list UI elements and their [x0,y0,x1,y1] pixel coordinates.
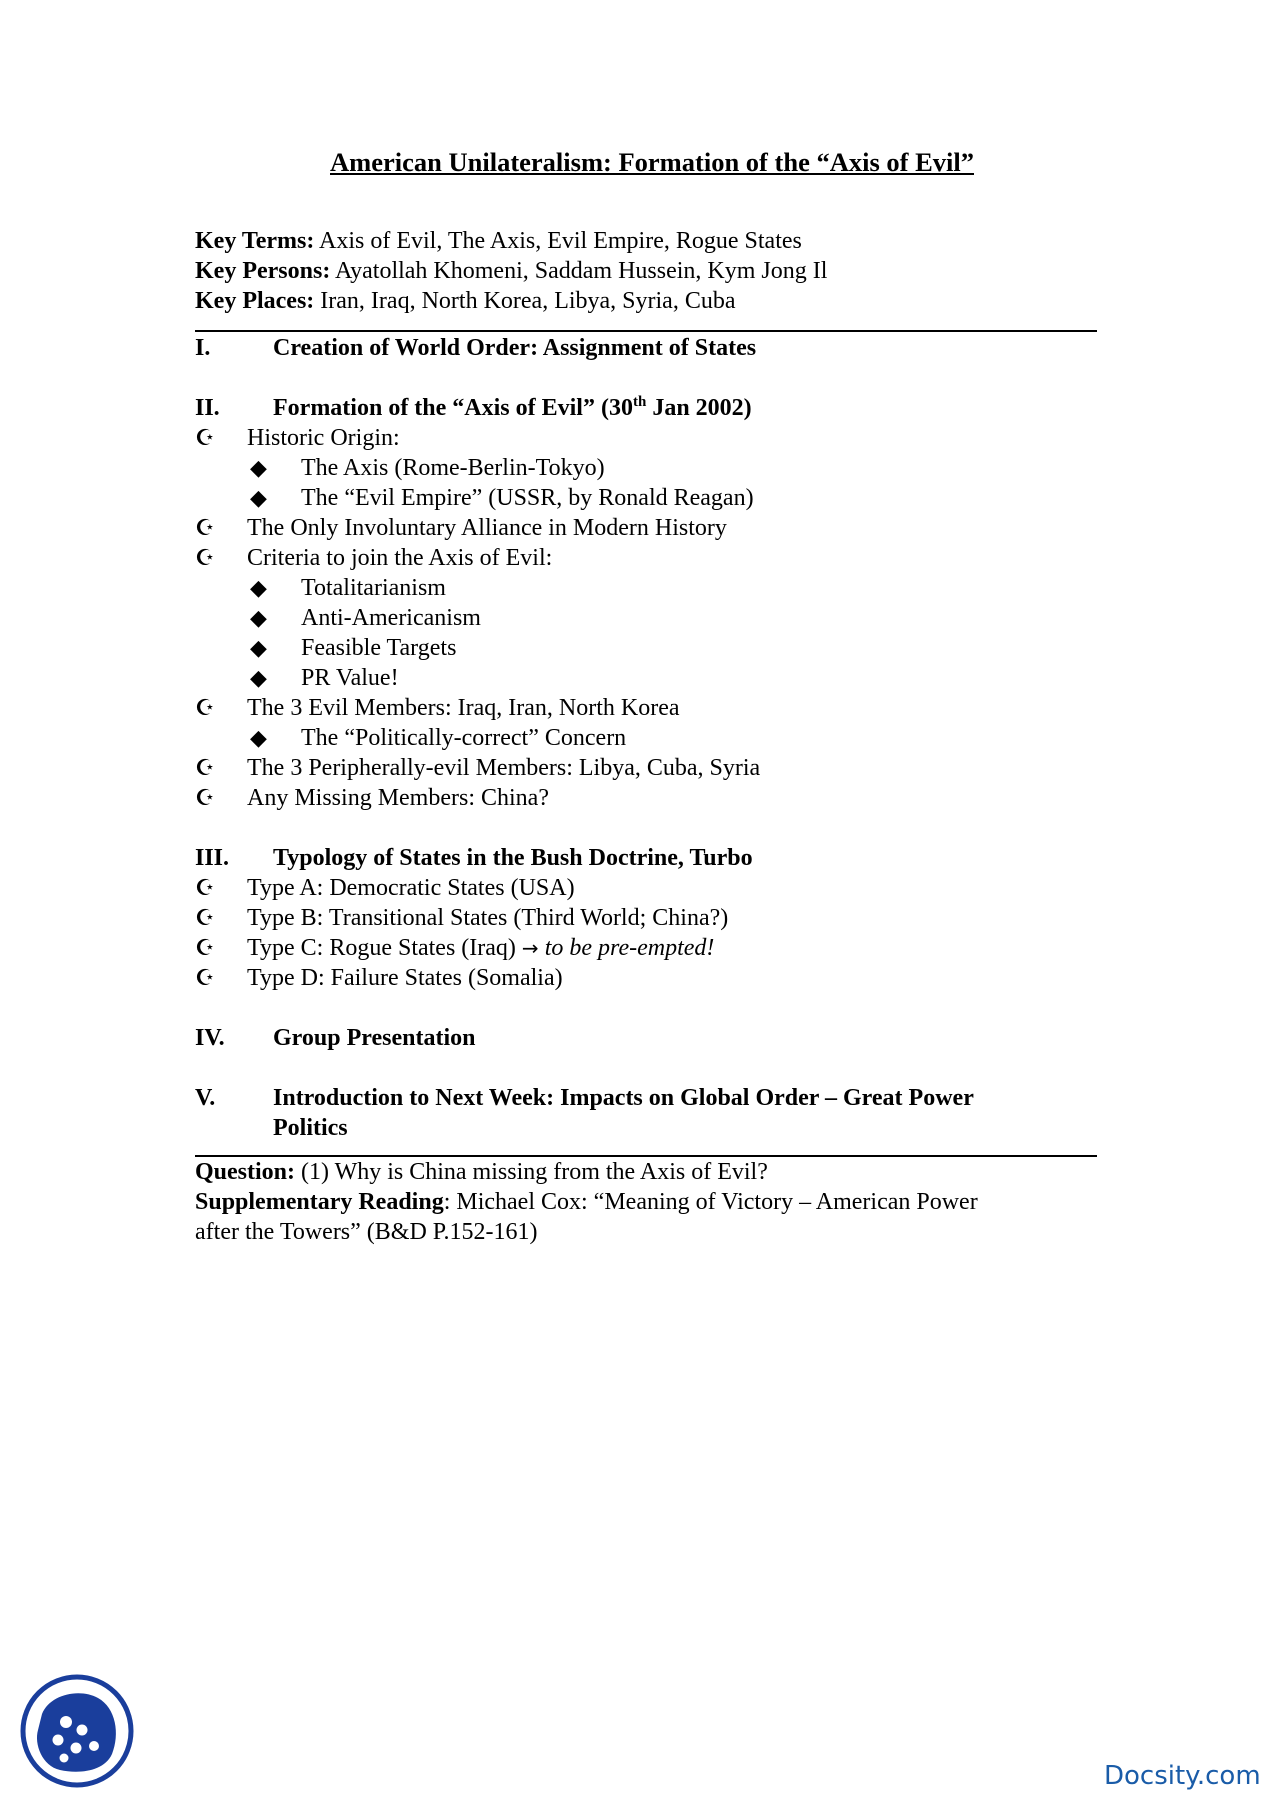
docsity-logo-icon [20,1674,134,1788]
section-2-number: II. [195,395,220,421]
key-persons-value: Ayatollah Khomeni, Saddam Hussein, Kym Jong Il [330,258,828,284]
key-terms [195,226,1097,256]
key-places-value: Iran, Iraq, North Korea, Libya, Syria, Cuba [314,288,736,314]
sub-bullet-text: Feasible Targets [301,635,457,661]
arrow-right-icon: → [521,936,539,960]
bullet-text: Type D: Failure States (Somalia) [247,965,563,991]
pre-empted-note: to be pre-empted! [538,935,715,961]
list-item [195,783,1097,813]
sub-bullet-text: Anti-Americanism [301,605,481,631]
section-4-title: Group Presentation [273,1025,476,1051]
crescent-bullet-icon: ☪ [195,935,215,960]
list-item [195,753,1097,783]
section-5-heading [195,1083,1097,1143]
crescent-bullet-icon: ☪ [195,875,215,900]
diamond-bullet-icon: ◆ [250,605,267,630]
list-item [195,903,1097,933]
section-3-number: III. [195,845,230,871]
bullet-text: Type B: Transitional States (Third World; China?) [247,905,729,931]
crescent-bullet-icon: ☪ [195,515,215,540]
section-3-heading [195,843,1097,873]
sub-bullet-text: PR Value! [301,665,399,691]
sub-list-item [195,633,1097,663]
section-3-title: Typology of States in the Bush Doctrine, Turbo [273,845,753,871]
section-2-title-main: Formation of the “Axis of Evil” (30 [273,395,633,421]
bullet-text: The 3 Evil Members: Iraq, Iran, North Korea [247,695,680,721]
bullet-text: The Only Involuntary Alliance in Modern History [247,515,727,541]
sub-bullet-text: The “Politically-correct” Concern [301,725,627,751]
key-terms-label: Key Terms: [195,228,315,254]
sub-list-item [195,723,1097,753]
diamond-bullet-icon: ◆ [250,575,267,600]
bullet-text: Type A: Democratic States (USA) [247,875,575,901]
list-item [195,693,1097,723]
diamond-bullet-icon: ◆ [250,665,267,690]
section-5-title: Introduction to Next Week: Impacts on Global Order – Great Power Politics [273,1085,974,1141]
list-item [195,513,1097,543]
list-item [195,543,1097,573]
docsity-brand-link[interactable]: Docsity.com [1104,1761,1261,1791]
list-item [195,963,1097,993]
crescent-bullet-icon: ☪ [195,785,215,810]
section-1-heading [195,333,1097,363]
sub-bullet-text: The Axis (Rome-Berlin-Tokyo) [301,455,605,481]
section-2-title-date: Jan 2002) [646,395,752,421]
sub-list-item [195,663,1097,693]
crescent-bullet-icon: ☪ [195,755,215,780]
section-4-number: IV. [195,1025,225,1051]
diamond-bullet-icon: ◆ [250,635,267,660]
rogue-states-text: Type C: Rogue States (Iraq) [247,935,522,961]
section-2-title-superscript: th [632,394,647,410]
key-places-label: Key Places: [195,288,315,314]
sub-list-item [195,453,1097,483]
supplementary-reading-label: Supplementary Reading [195,1189,444,1215]
bullet-text: The 3 Peripherally-evil Members: Libya, Cuba, Syria [247,755,761,781]
list-item [195,423,1097,453]
bullet-text: Any Missing Members: China? [247,785,549,811]
sub-bullet-text: Totalitarianism [301,575,446,601]
supplementary-reading-continued: after the Towers” (B&D P.152-161) [195,1219,538,1245]
diamond-bullet-icon: ◆ [250,455,267,480]
section-2-title [273,393,1097,423]
diamond-bullet-icon: ◆ [250,485,267,510]
sub-list-item [195,483,1097,513]
bullet-text [247,933,714,963]
section-5-number: V. [195,1085,216,1111]
top-divider [195,330,1097,332]
key-persons [195,256,1097,286]
supplementary-reading [195,1187,1097,1217]
section-1-number: I. [195,335,211,361]
document-title: American Unilateralism: Formation of the “Axis of Evil” [330,147,974,177]
sub-list-item [195,573,1097,603]
bullet-text: Historic Origin: [247,425,400,451]
question [195,1157,1097,1187]
supplementary-reading-text: : Michael Cox: “Meaning of Victory – American Power [443,1189,978,1215]
crescent-bullet-icon: ☪ [195,965,215,990]
section-2-heading [195,393,1097,423]
crescent-bullet-icon: ☪ [195,425,215,450]
crescent-bullet-icon: ☪ [195,905,215,930]
key-terms-value: Axis of Evil, The Axis, Evil Empire, Rogue States [314,228,802,254]
section-1-title: Creation of World Order: Assignment of States [273,335,757,361]
crescent-bullet-icon: ☪ [195,545,215,570]
key-places [195,286,1097,316]
diamond-bullet-icon: ◆ [250,725,267,750]
crescent-bullet-icon: ☪ [195,695,215,720]
section-4-heading [195,1023,1097,1053]
key-persons-label: Key Persons: [195,258,331,284]
sub-list-item [195,603,1097,633]
question-text: (1) Why is China missing from the Axis of Evil? [295,1159,768,1185]
key-info [195,226,1097,316]
sub-bullet-text: The “Evil Empire” (USSR, by Ronald Reagan) [301,485,754,511]
bullet-text: Criteria to join the Axis of Evil: [247,545,553,571]
question-label: Question: [195,1159,296,1185]
document-page [195,142,1097,1247]
list-item [195,873,1097,903]
list-item [195,933,1097,963]
